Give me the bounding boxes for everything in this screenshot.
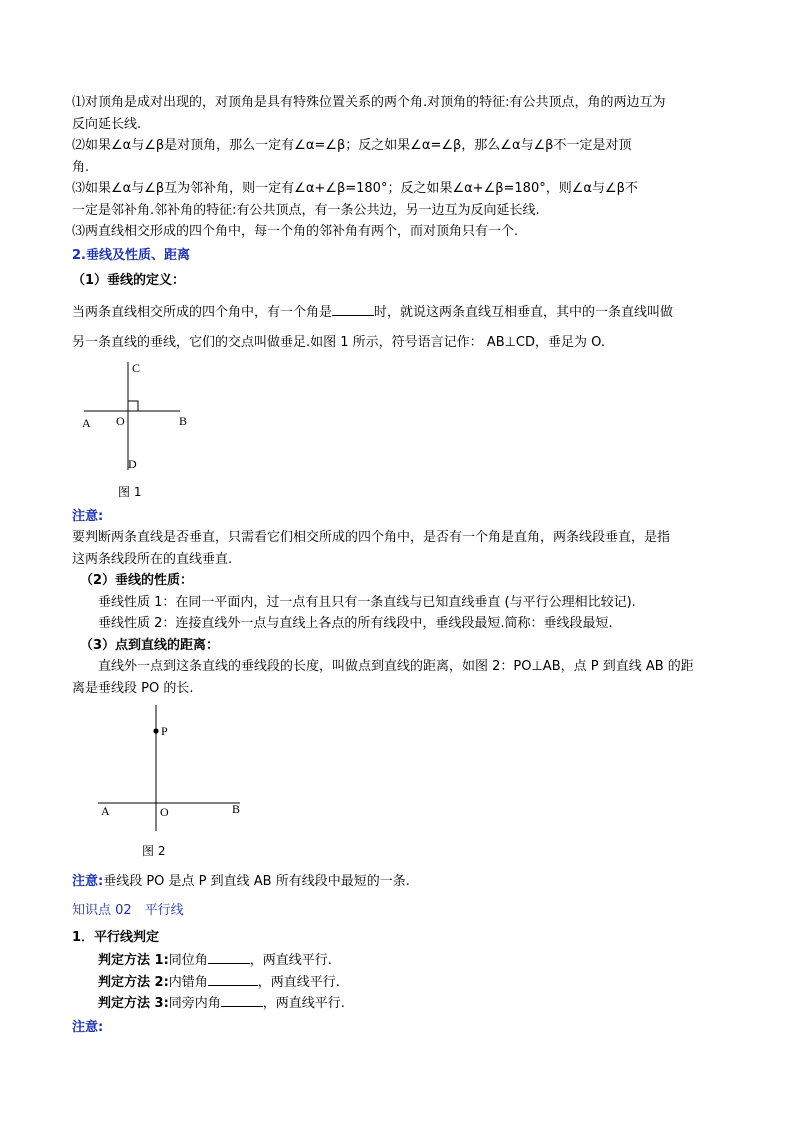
para-2-line-1: ⑵如果∠α与∠β是对顶角，那么一定有∠α=∠β；反之如果∠α=∠β，那么∠α与∠β不一定是对顶 [72, 138, 632, 153]
method-1-text-a: 同位角 [168, 953, 208, 968]
fig2-caption: 图 2 [142, 844, 166, 858]
properties-heading: （2）垂线的性质： [80, 573, 194, 588]
para-2-line-2: 角. [72, 159, 90, 175]
fig2-label-o: O [160, 805, 169, 819]
definition-line-1 [72, 298, 724, 328]
method-2-text-b: ，两直线平行. [257, 974, 340, 990]
para-1-line-1: ⑴对顶角是成对出现的，对顶角是具有特殊位置关系的两个角.对顶角的特征:有公共顶点，角的两边互为 [72, 95, 666, 110]
knowledge-point-02: 知识点 02 平行线 [72, 902, 184, 918]
document-page [72, 92, 724, 1038]
fig2-label-a: A [101, 804, 110, 818]
method-2-text-a: 内错角 [168, 974, 208, 990]
note-1-line-1: 要判断两条直线是否垂直，只需看它们相交所成的四个角中，是否有一个角是直角，两条线段垂直，是指 [72, 530, 671, 545]
figure-1 [72, 362, 272, 502]
parallel-criteria-title: 1．平行线判定 [72, 929, 160, 945]
method-1-blank[interactable] [208, 950, 250, 964]
property-1: 垂线性质 1：在同一平面内，过一点有且只有一条直线与已知直线垂直 (与平行公理相比较记). [98, 594, 636, 610]
fig1-label-o: O [116, 413, 125, 428]
method-3 [72, 993, 724, 1015]
para-4: ⑶两直线相交形成的四个角中，每一个角的邻补角有两个，而对顶角只有一个. [72, 224, 519, 239]
para-3-line-2: 一定是邻补角.邻补角的特征:有公共顶点，有一条公共边，另一边互为反向延长线. [72, 202, 540, 218]
note-3-title: 注意: [72, 1019, 104, 1035]
answer-blank[interactable] [332, 302, 374, 316]
definition-line-2: 另一条直线的垂线，它们的交点叫做垂足.如图 1 所示，符号语言记作： AB⊥CD，垂足为 O. [72, 334, 605, 350]
method-3-text-a: 同旁内角 [168, 996, 221, 1011]
method-2-blank[interactable] [208, 972, 258, 986]
definition-text-a: 当两条直线相交所成的四个角中，有一个角是 [72, 304, 333, 320]
note-2-text: 垂线段 PO 是点 P 到直线 AB 所有线段中最短的一条. [103, 874, 410, 889]
method-3-blank[interactable] [221, 993, 263, 1007]
method-3-text-b: ，两直线平行. [262, 996, 345, 1011]
method-1-label: 判定方法 1: [98, 953, 169, 968]
distance-line-1: 直线外一点到这条直线的垂线段的长度，叫做点到直线的距离，如图 2：PO⊥AB，点 P 到直线 AB 的距 [98, 659, 694, 674]
method-1 [72, 950, 724, 972]
distance-line-2: 离是垂线段 PO 的长. [72, 680, 194, 696]
point-p [153, 728, 158, 733]
fig1-label-a: A [82, 415, 91, 430]
fig1-caption: 图 1 [118, 484, 142, 499]
note-1-line-2: 这两条线段所在的直线垂直. [72, 551, 233, 567]
right-angle-mark [128, 401, 138, 411]
figure-2 [72, 705, 292, 869]
method-1-text-b: ，两直线平行. [249, 953, 332, 968]
fig1-label-b: B [179, 413, 188, 428]
fig2-label-b: B [232, 802, 241, 816]
note-2-title: 注意: [72, 874, 104, 889]
method-3-label: 判定方法 3: [98, 996, 169, 1011]
note-1-title: 注意: [72, 508, 104, 524]
property-2: 垂线性质 2：连接直线外一点与直线上各点的所有线段中，垂线段最短.简称：垂线段最短. [98, 616, 613, 631]
definition-text-b: 时，就说这两条直线互相垂直，其中的一条直线叫做 [374, 304, 674, 320]
method-2 [72, 972, 724, 994]
definition-heading: （1）垂线的定义： [72, 273, 186, 288]
fig1-label-c: C [132, 361, 141, 375]
note-2 [72, 871, 724, 893]
para-1-line-2: 反向延长线. [72, 116, 142, 132]
method-2-label: 判定方法 2: [98, 974, 169, 990]
fig2-label-p: P [161, 724, 168, 738]
section-2-title: 2.垂线及性质、距离 [72, 247, 190, 263]
distance-heading: （3）点到直线的距离： [80, 637, 220, 653]
para-3-line-1: ⑶如果∠α与∠β互为邻补角，则一定有∠α+∠β=180°；反之如果∠α+∠β=180°，则∠α与∠β不 [72, 181, 638, 196]
fig1-label-d: D [128, 456, 137, 471]
